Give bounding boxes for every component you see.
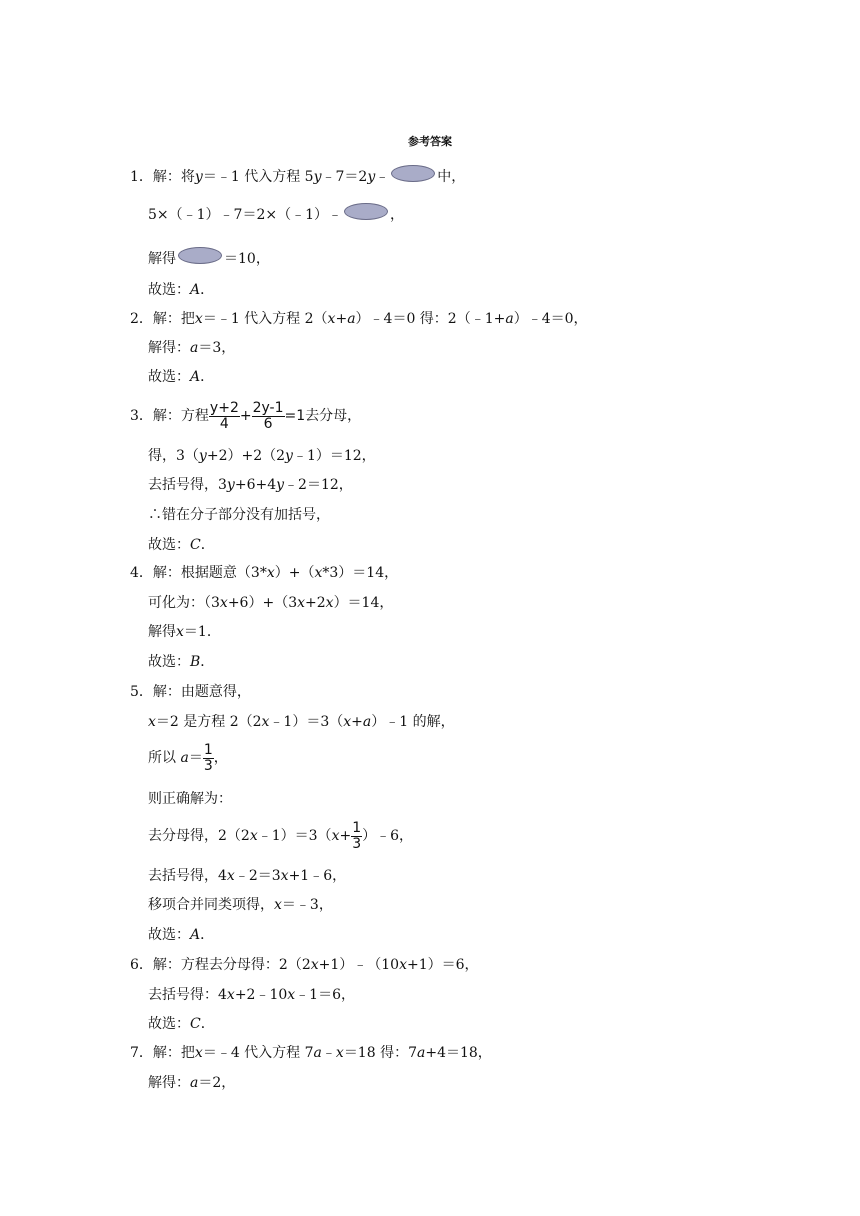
answer-3-line-1: 3．解：方程 $\frac{y+2}{4}$ + $\frac{2y-1}{6}$ =1去分母， [130,399,362,432]
answer-5-line-3: 所以 a＝ $\frac{1}{3}$ ， [148,741,228,774]
answer-2-line-1: 2．解：把x＝﹣1 代入方程 2（x+a）﹣4＝0 得：2（﹣1+a）﹣4＝0， [130,311,588,327]
ink-blot-image [178,247,222,264]
fraction-1: $\frac{y+2}{4}$ [209,399,239,432]
fraction-one-third: $\frac{1}{3}$ [352,819,362,852]
answer-6-line-3: 故选：C． [148,1016,215,1032]
answer-4-line-1: 4．解：根据题意（3*x）+（x*3）＝14， [130,565,399,581]
answer-2-line-3: 故选：A． [148,369,215,385]
answer-4-line-4: 故选：B． [148,654,215,670]
answer-5-line-7: 移项合并同类项得，x＝﹣3， [148,897,333,913]
answer-5-line-6: 去括号得，4x﹣2＝3x+1﹣6， [148,868,347,884]
answer-1-line-4: 故选：A． [148,282,215,298]
answer-4-line-3: 解得x＝1． [148,624,221,640]
page-title: 参考答案 [408,135,452,148]
ink-blot-image [391,165,435,182]
answer-6-line-2: 去括号得：4x+2﹣10x﹣1＝6， [148,987,356,1003]
answer-5-line-4: 则正确解为： [148,791,232,807]
fraction-2: $\frac{2y-1}{6}$ [252,399,284,432]
answer-3-line-5: 故选：C． [148,537,215,553]
answer-5-line-8: 故选：A． [148,927,215,943]
answer-3-line-2: 得，3（y+2）+2（2y﹣1）＝12， [148,448,376,464]
answer-7-line-2: 解得：a＝2， [148,1075,236,1091]
answer-3-line-4: ∴错在分子部分没有加括号， [148,507,330,523]
fraction-one-third: $\frac{1}{3}$ [203,741,213,774]
answer-1-line-2: 5×（﹣1）﹣7＝2×（﹣1）﹣ ， [148,205,404,225]
answer-6-line-1: 6．解：方程去分母得：2（2x+1）﹣（10x+1）＝6， [130,957,479,973]
answer-3-line-3: 去括号得，3y+6+4y﹣2＝12， [148,477,353,493]
answer-7-line-1: 7．解：把x＝﹣4 代入方程 7a﹣x＝18 得：7a+4＝18， [130,1045,492,1061]
answer-5-line-1: 5．解：由题意得， [130,684,251,700]
answer-1-line-3: 解得 ＝10， [148,249,270,269]
answer-5-line-2: x＝2 是方程 2（2x﹣1）＝3（x+a）﹣1 的解， [148,714,455,730]
ink-blot-image [344,203,388,220]
answer-5-line-5: 去分母得，2（2x﹣1）＝3（x+ $\frac{1}{3}$ ）﹣6， [148,819,414,852]
answer-4-line-2: 可化为：（3x+6）+（3x+2x）＝14， [148,595,394,611]
answer-1-line-1: 1．解：将y＝﹣1 代入方程 5y﹣7＝2y﹣ 中， [130,167,465,187]
answer-2-line-2: 解得：a＝3， [148,340,236,356]
